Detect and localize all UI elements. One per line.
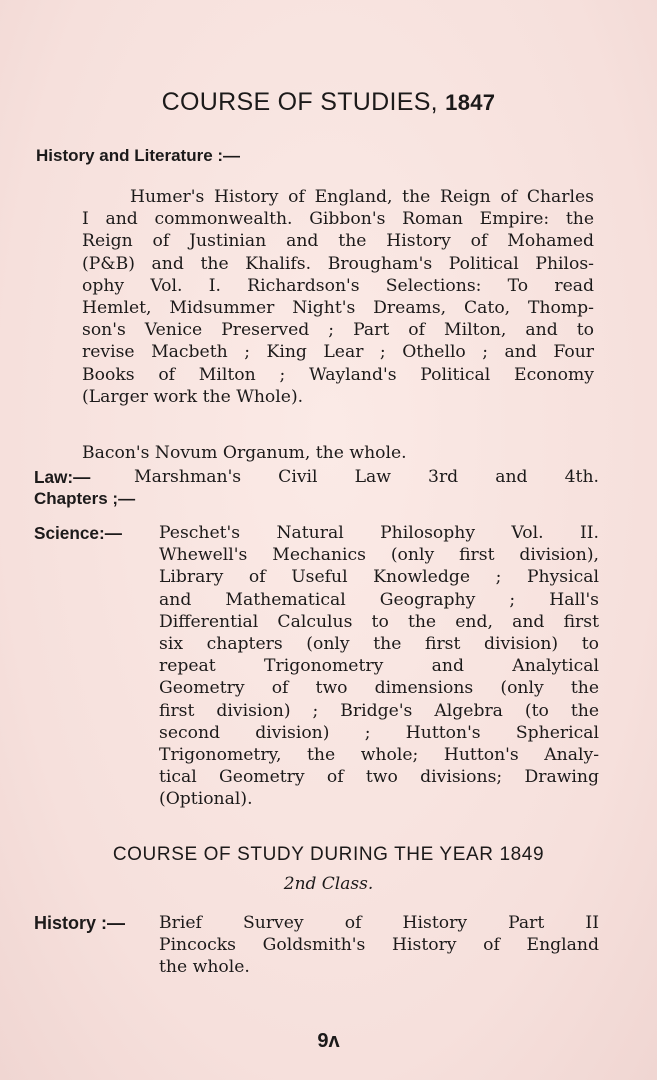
history-1849-line: Brief Survey of History Part II: [159, 913, 599, 933]
text-line: Hemlet, Midsummer Night's Dreams, Cato, Thomp-: [82, 298, 594, 319]
history-literature-heading: History and Literature :—: [36, 146, 241, 165]
science-line: repeat Trigonometry and Analytical: [159, 656, 599, 677]
law-chapters: Chapters ;—: [34, 489, 136, 509]
science-line: six chapters (only the first division) to: [159, 634, 599, 655]
science-line: Whewell's Mechanics (only first division),: [159, 545, 599, 566]
law-line: Marshman's Civil Law 3rd and 4th.: [134, 467, 599, 487]
page-title: [0, 88, 657, 117]
science-section: [34, 522, 599, 811]
science-line: Peschet's Natural Philosophy Vol. II.: [159, 523, 599, 543]
science-line: Differential Calculus to the end, and first: [159, 611, 599, 632]
history-1849-line: Pincocks Goldsmith's History of England: [159, 935, 599, 956]
science-label: Science:—: [34, 523, 122, 543]
text-line: revise Macbeth ; King Lear ; Othello ; and Four: [82, 342, 594, 363]
history-1849-label: History :—: [34, 913, 126, 933]
page-number: 9ʌ: [317, 1030, 340, 1052]
bacon-paragraph: [34, 442, 594, 464]
science-line: first division) ; Bridge's Algebra (to the: [159, 700, 599, 721]
science-line: (Optional).: [159, 789, 253, 810]
text-line: Reign of Justinian and the History of Mohamed: [82, 231, 594, 252]
law-section: [34, 466, 599, 510]
history-literature-paragraph: [34, 186, 594, 408]
title-year: 1847: [445, 90, 496, 115]
history-1849-section: [34, 912, 599, 979]
text-line: (Larger work the Whole).: [82, 386, 304, 407]
science-line: second division) ; Hutton's Spherical: [159, 722, 599, 743]
text-line: Humer's History of England, the Reign of Charles: [130, 187, 594, 207]
law-label: Law:—: [34, 467, 91, 487]
text-line: (P&B) and the Khalifs. Brougham's Political Philos-: [82, 253, 594, 274]
text-line: ophy Vol. I. Richardson's Selections: To read: [82, 275, 594, 296]
science-line: Library of Useful Knowledge ; Physical: [159, 567, 599, 588]
text-line: I and commonwealth. Gibbon's Roman Empire: the: [82, 209, 594, 230]
science-line: and Mathematical Geography ; Hall's: [159, 589, 599, 610]
text-line: Books of Milton ; Wayland's Political Economy: [82, 364, 594, 385]
title-text: COURSE OF STUDIES,: [161, 88, 438, 116]
course-1849-class: 2nd Class.: [283, 874, 374, 894]
text-line: Bacon's Novum Organum, the whole.: [82, 443, 407, 463]
science-line: tical Geometry of two divisions; Drawing: [159, 767, 599, 788]
text-line: son's Venice Preserved ; Part of Milton, and to: [82, 320, 594, 341]
course-1849-heading: COURSE OF STUDY DURING THE YEAR 1849: [112, 844, 545, 865]
history-1849-line: the whole.: [159, 957, 250, 978]
science-line: Geometry of two dimensions (only the: [159, 678, 599, 699]
science-line: Trigonometry, the whole; Hutton's Analy-: [159, 745, 599, 766]
